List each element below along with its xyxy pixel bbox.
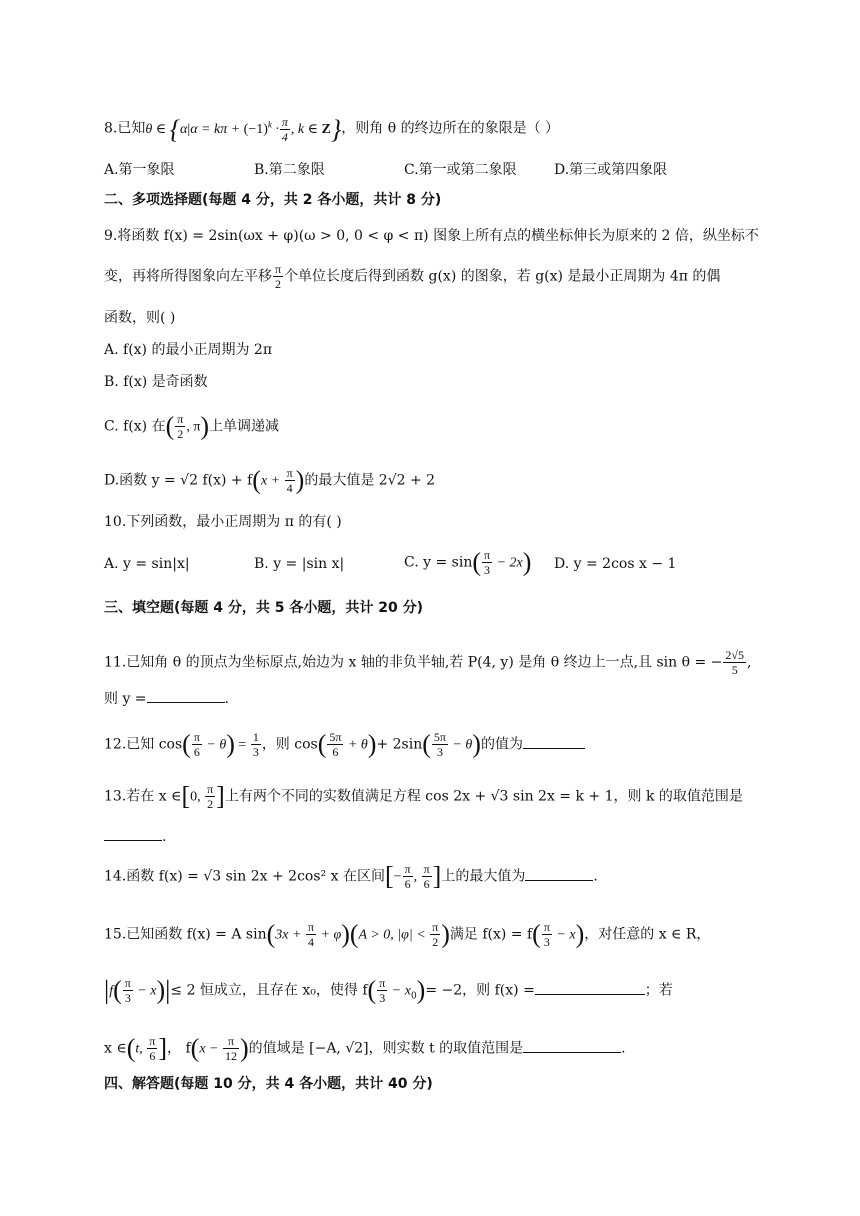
question-15-line-2: |f( $\frac{\pi}{3}$ − x)|≤ 2 恒成立，且存在 x₀，使得 f( $\frac{\pi}{3}$ − $x_0)= -2$，则 f(x) = ；若: [104, 975, 673, 1005]
question-11-line-1: 11.已知角 θ 的顶点为坐标原点,始边为 x 轴的非负半轴,若 P(4, y) 是角 θ 终边上一点,且 sin θ = − $\frac{2√5}{5}$ ,: [104, 648, 752, 677]
q15-fx-answer-blank[interactable]: [535, 980, 645, 995]
q8-set-expression: θ ∈ {$\alpha|\alpha = k\pi + (-1)^k$ · $\frac{\pi}{4}$ , k ∈ Z}: [145, 114, 342, 144]
q10-option-b: B. y = |sin x|: [254, 556, 345, 572]
q8-prefix: 8.已知: [104, 120, 146, 137]
question-9-line-2: 变，再将所得图象向左平移 $\frac{\pi}{2}$ 个单位长度后得到函数 g(x) 的图象，若 g(x) 是最小正周期为 4π 的偶: [104, 262, 721, 291]
q14-answer-blank[interactable]: [525, 866, 593, 881]
q8-option-a: A.第一象限: [104, 162, 175, 178]
q10-option-a: A. y = sin|x|: [104, 556, 190, 572]
q10-option-d: D. y = 2cos x − 1: [554, 556, 677, 572]
q8-option-b: B.第二象限: [254, 162, 325, 178]
question-8: [104, 114, 559, 144]
q15-t-answer-blank[interactable]: [523, 1038, 621, 1053]
question-10: 10.下列函数，最小正周期为 π 的有( ): [104, 514, 342, 530]
q13-answer-line: .: [104, 826, 166, 847]
question-14: 14.函数 f(x) = √3 sin 2x + 2cos² x 在区间[− $\frac{\pi}{6}$ , $\frac{\pi}{6}$ ]上的最大值为 .: [104, 861, 598, 891]
q13-answer-blank[interactable]: [104, 826, 162, 841]
q10-option-c: C. y = sin( $\frac{\pi}{3}$ − 2x): [404, 547, 532, 577]
q11-answer-blank[interactable]: [147, 688, 225, 703]
question-11-line-2: 则 y = .: [104, 688, 229, 709]
section-4-heading: 四、解答题(每题 10 分，共 4 各小题，共计 40 分): [104, 1076, 433, 1092]
q9-option-b: B. f(x) 是奇函数: [104, 374, 208, 390]
q8-suffix: ，则角 θ 的终边所在的象限是（ ）: [341, 120, 560, 137]
q12-answer-blank[interactable]: [523, 734, 585, 749]
question-12: 12.已知 cos( $\frac{\pi}{6}$ − θ) = $\frac{1}{3}$ ，则 cos( $\frac{5\pi}{6}$ + θ)+ 2sin( $\frac{5\pi}{3}$ − θ)的值为: [104, 730, 585, 759]
q9-option-c: C. f(x) 在( $\frac{\pi}{2}$ , π)上单调递减: [104, 411, 280, 441]
question-9-line-1: 9.将函数 f(x) = 2sin(ωx + φ)(ω > 0, 0 < φ < π) 图象上所有点的横坐标伸长为原来的 2 倍，纵坐标不: [104, 228, 759, 244]
section-2-heading: 二、多项选择题(每题 4 分，共 2 各小题，共计 8 分): [104, 192, 442, 208]
question-9-line-3: 函数，则( ): [104, 310, 176, 326]
q8-option-d: D.第三或第四象限: [554, 162, 668, 178]
q9-option-a: A. f(x) 的最小正周期为 2π: [104, 342, 273, 358]
q8-option-c: C.第一或第二象限: [404, 162, 517, 178]
question-15-line-3: x ∈(t, $\frac{\pi}{6}$ ]， f(x − $\frac{\pi}{12}$ )的值域是 [−A, √2]，则实数 t 的取值范围是 .: [104, 1033, 626, 1063]
section-3-heading: 三、填空题(每题 4 分，共 5 各小题，共计 20 分): [104, 600, 424, 616]
question-15-line-1: 15.已知函数 f(x) = A sin(3x + $\frac{\pi}{4}$ + φ)(A > 0, |φ| < $\frac{\pi}{2}$ )满足 f(x) = f( $\frac{\pi}{3}$ − x)，对任意的 x ∈ R，: [104, 919, 711, 949]
q9-option-d: D.函数 y = √2 f(x) + f(x + $\frac{\pi}{4}$ )的最大值是 2√2 + 2: [104, 465, 436, 495]
question-13: 13.若在 x ∈[0, $\frac{\pi}{2}$ ]上有两个不同的实数值满足方程 cos 2x + √3 sin 2x = k + 1，则 k 的取值范围是: [104, 781, 743, 811]
